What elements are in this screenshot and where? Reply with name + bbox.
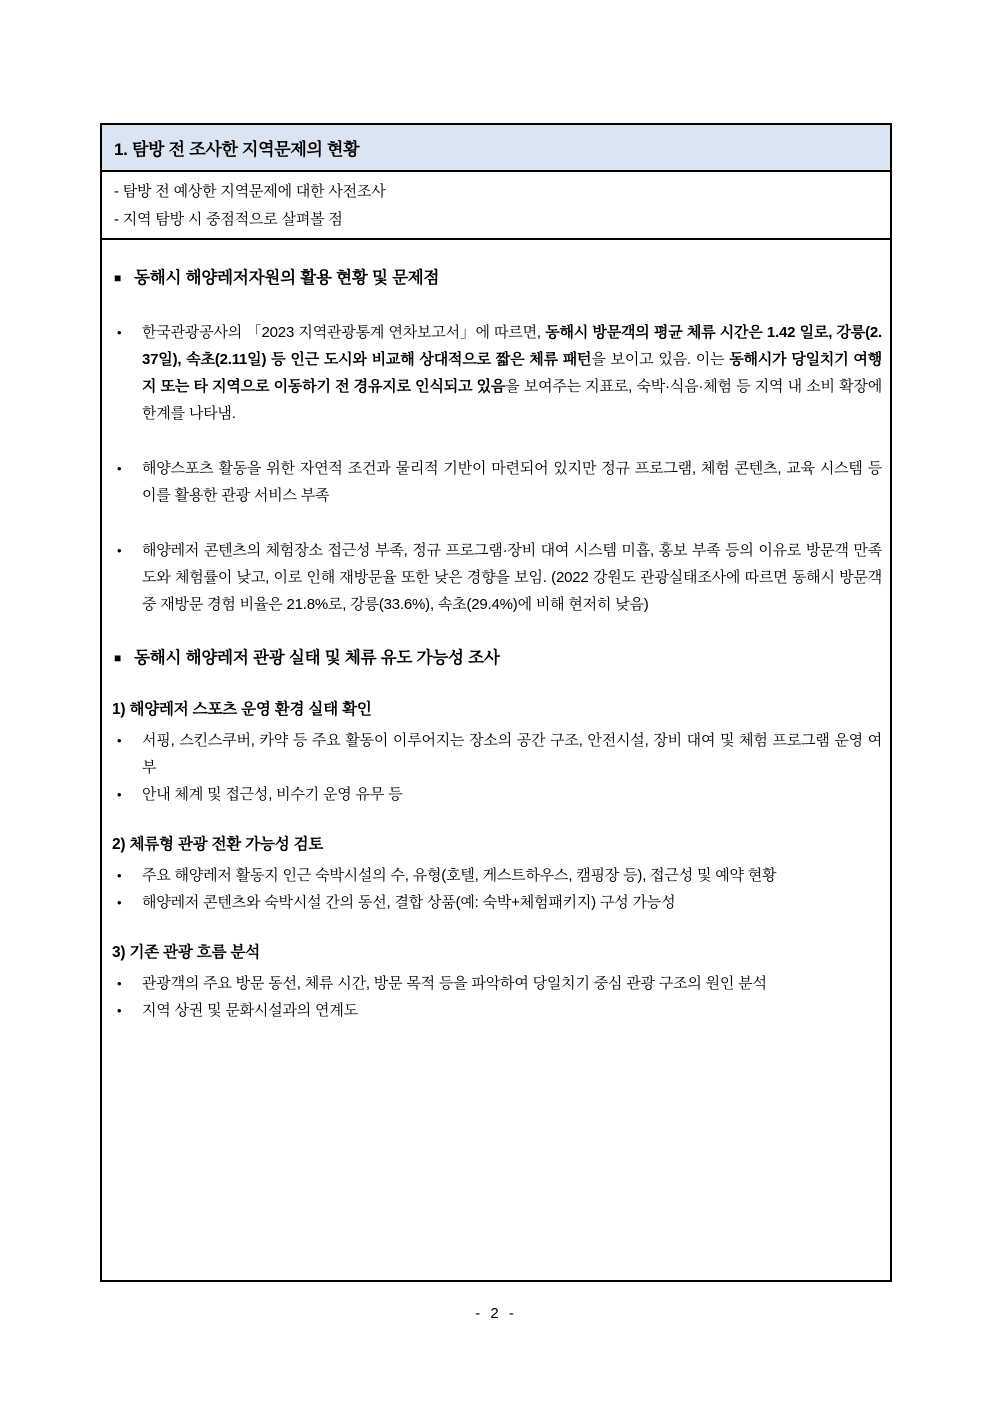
bullet-icon: • [117,976,122,991]
bullet-text: 지역 상권 및 문화시설과의 연계도 [142,1002,358,1019]
bullet-icon: • [117,461,122,476]
bullet-item [112,862,882,889]
page-number: - 2 - [475,1305,517,1322]
intro-item: - 지역 탐방 시 중점적으로 살펴볼 점 [114,211,343,228]
numbered-subsection-title: 2) 체류형 관광 전환 가능성 검토 [112,836,324,853]
table-body-row [102,240,890,1024]
numbered-subsection-3 [112,942,882,1024]
bullet-item [112,455,882,509]
bullet-icon: • [117,895,122,910]
bullet-item [112,537,882,618]
text-run: 을 보이고 있음. 이는 [591,351,730,368]
bullet-item [112,889,882,916]
subsection-heading-label: 동해시 해양레저 관광 실태 및 체류 유도 가능성 조사 [134,649,500,667]
bullet-text: 관광객의 주요 방문 동선, 체류 시간, 방문 목적 등을 파악하여 당일치기 중심 관광 구조의 원인 분석 [142,975,767,992]
section-number-title: 1. 탐방 전 조사한 지역문제의 현황 [114,140,360,159]
bullet-text: 해양레저 콘텐츠와 숙박시설 간의 동선, 결합 상품(예: 숙박+체험패키지) 구성 가능성 [142,894,676,911]
bullet-item [112,970,882,997]
text-run-bold: 동해시가 당일치기 여행지 또는 타 지역으로 이동하기 전 경유지로 인식되고 있음 [142,351,882,395]
bullet-text: 해양스포츠 활동을 위한 자연적 조건과 물리적 기반이 마련되어 있지만 정규 프로그램, 체험 콘텐츠, 교육 시스템 등 이를 활용한 관광 서비스 부족 [142,460,882,504]
subsection-heading-label: 동해시 해양레저자원의 활용 현황 및 문제점 [134,269,440,287]
numbered-subsection-title: 3) 기존 관광 흐름 분석 [112,944,260,961]
bullet-icon: • [117,787,122,802]
numbered-subsection-2 [112,834,882,916]
text-run: 한국관광공사의 「2023 지역관광통계 연차보고서」에 따르면, [142,324,546,341]
bullet-item [112,997,882,1024]
bullet-item [112,727,882,781]
table-intro-row [102,172,890,240]
bullet-icon: • [117,1003,122,1018]
bullet-icon: • [117,733,122,748]
bullet-icon: • [117,543,122,558]
bullet-text [142,324,882,422]
bullet-text: 해양레저 콘텐츠의 체험장소 접근성 부족, 정규 프로그램·장비 대여 시스템 미흡, 홍보 부족 등의 이유로 방문객 만족도와 체험률이 낮고, 이로 인해 재방문율 또한 낮은 경향을 보임. (2022 강원도 관광실태조사에 따르면 동해시 방문객 중 재방문 경험 비율은 21.8%로, 강릉(33.6%), 속초(29.4%)에 비해 현저히 낮음) [142,542,882,613]
text-run: 을 보여주는 지표로, 숙박·식음·체험 등 지역 내 소비 확장에 한계를 나타냄. [142,378,882,422]
square-bullet-icon: ■ [114,271,122,285]
bullet-item [112,781,882,808]
numbered-subsection-1 [112,699,882,808]
bullet-text: 서핑, 스킨스쿠버, 카약 등 주요 활동이 이루어지는 장소의 공간 구조, 안전시설, 장비 대여 및 체험 프로그램 운영 여부 [142,732,882,776]
intro-item: - 탐방 전 예상한 지역문제에 대한 사전조사 [114,183,386,200]
numbered-subsection-title: 1) 해양레저 스포츠 운영 환경 실태 확인 [112,701,372,718]
text-run-bold: 동해시 방문객의 평균 체류 시간은 1.42 일로, 강릉(2.37일), 속초(2.11일) 등 인근 도시와 비교해 상대적으로 짧은 체류 패턴 [142,324,883,368]
subsection-heading-usage-status [114,266,882,291]
subsection-heading-survey [114,646,882,671]
bullet-item [112,319,882,427]
table-header-row [102,125,890,172]
square-bullet-icon: ■ [114,651,122,665]
bullet-text: 주요 해양레저 활동지 인근 숙박시설의 수, 유형(호텔, 게스트하우스, 캠핑장 등), 접근성 및 예약 현황 [142,867,777,884]
bullet-text: 안내 체계 및 접근성, 비수기 운영 유무 등 [142,786,403,803]
report-table [100,123,892,1282]
bullet-icon: • [117,325,122,340]
bullet-icon: • [117,868,122,883]
